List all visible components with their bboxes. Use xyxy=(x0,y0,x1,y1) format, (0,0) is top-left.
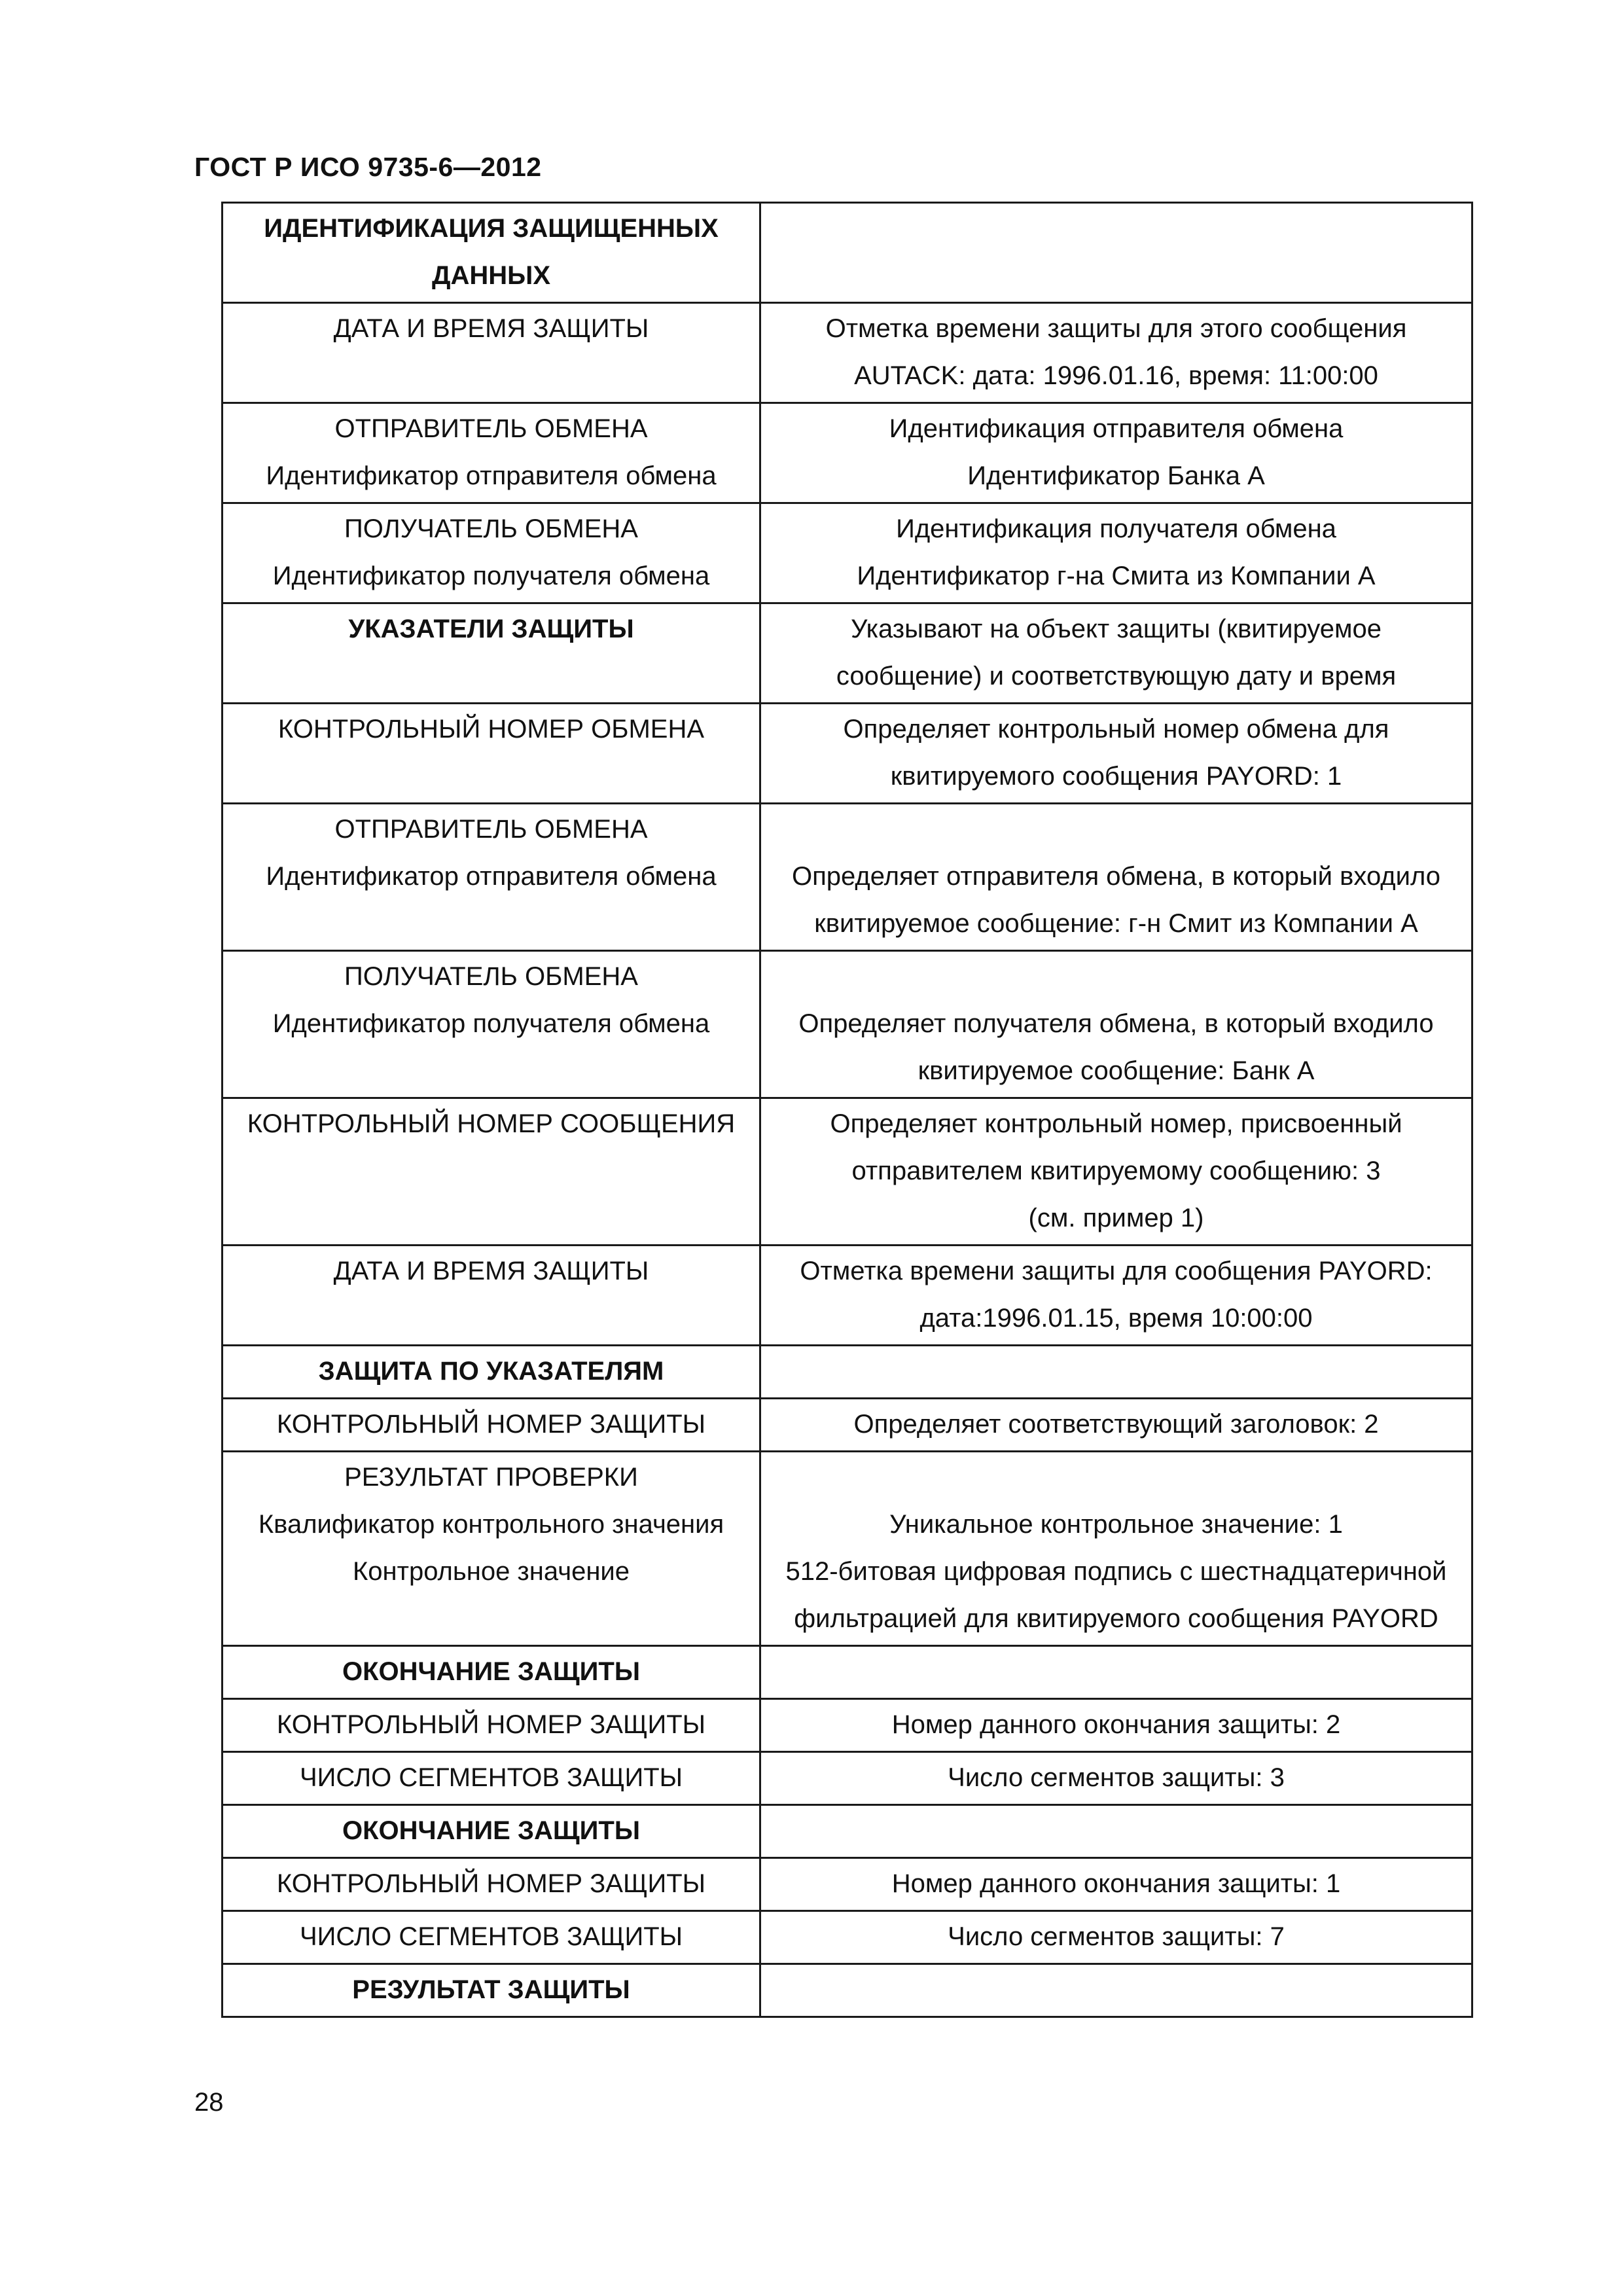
field-value-cell xyxy=(760,203,1472,303)
field-value-line: AUTACK: дата: 1996.01.16, время: 11:00:00 xyxy=(854,361,1378,390)
security-data-table xyxy=(221,202,1473,2018)
field-name-line: Идентификатор отправителя обмена xyxy=(266,461,717,490)
field-value-cell xyxy=(760,804,1472,951)
field-value-line: Указывают на объект защиты (квитируемое xyxy=(850,615,1382,643)
table-row xyxy=(223,804,1472,951)
field-name-cell xyxy=(223,704,760,804)
field-value-cell xyxy=(760,1399,1472,1452)
field-value-line: Определяет отправителя обмена, в который входило xyxy=(791,862,1441,891)
table-row xyxy=(223,1858,1472,1911)
field-value-line: Определяет соответствующий заголовок: 2 xyxy=(853,1410,1379,1439)
field-name-cell xyxy=(223,503,760,603)
field-name-line: ОТПРАВИТЕЛЬ ОБМЕНА xyxy=(334,815,648,844)
table-row xyxy=(223,1699,1472,1752)
field-value-line: квитируемое сообщение: Банк А xyxy=(918,1056,1315,1085)
field-name-cell xyxy=(223,1346,760,1399)
field-name-cell xyxy=(223,1752,760,1805)
field-value-line: фильтрацией для квитируемого сообщения PAYORD xyxy=(794,1604,1438,1633)
field-name-line: КОНТРОЛЬНЫЙ НОМЕР СООБЩЕНИЯ xyxy=(247,1109,736,1138)
field-name-cell xyxy=(223,1858,760,1911)
field-name-line: РЕЗУЛЬТАТ ЗАЩИТЫ xyxy=(352,1975,630,2004)
field-value-cell xyxy=(760,1098,1472,1246)
field-value-cell xyxy=(760,603,1472,704)
field-value-line xyxy=(766,1454,1466,1501)
field-name-cell xyxy=(223,1699,760,1752)
table-row xyxy=(223,1964,1472,2017)
field-value-line: отправителем квитируемому сообщению: 3 xyxy=(851,1157,1381,1185)
field-value-line: Идентификатор Банка А xyxy=(967,461,1265,490)
field-name-cell xyxy=(223,1098,760,1246)
field-name-line: ОКОНЧАНИЕ ЗАЩИТЫ xyxy=(342,1816,640,1845)
field-value-line: Отметка времени защиты для сообщения PAYORD: xyxy=(800,1257,1433,1285)
field-value-line: Определяет получателя обмена, в который входило xyxy=(798,1009,1434,1038)
field-value-line: Определяет контрольный номер, присвоенный xyxy=(830,1109,1402,1138)
field-name-line: ДАННЫХ xyxy=(432,261,550,290)
field-name-line: КОНТРОЛЬНЫЙ НОМЕР ЗАЩИТЫ xyxy=(276,1710,706,1739)
table-row xyxy=(223,603,1472,704)
field-name-cell xyxy=(223,403,760,503)
field-value-line: Отметка времени защиты для этого сообщения xyxy=(825,314,1407,343)
field-name-line: УКАЗАТЕЛИ ЗАЩИТЫ xyxy=(348,615,634,643)
field-value-line: Идентификация отправителя обмена xyxy=(889,414,1344,443)
field-value-cell xyxy=(760,1964,1472,2017)
field-name-line: КОНТРОЛЬНЫЙ НОМЕР ЗАЩИТЫ xyxy=(276,1410,706,1439)
field-value-line: Определяет контрольный номер обмена для xyxy=(843,715,1389,744)
field-value-line: Номер данного окончания защиты: 2 xyxy=(891,1710,1341,1739)
table-row xyxy=(223,503,1472,603)
field-name-line: КОНТРОЛЬНЫЙ НОМЕР ЗАЩИТЫ xyxy=(276,1869,706,1898)
field-value-line: Идентификатор г-на Смита из Компании А xyxy=(857,562,1376,590)
field-name-cell xyxy=(223,303,760,403)
field-value-cell xyxy=(760,503,1472,603)
table-row xyxy=(223,1911,1472,1964)
field-name-cell xyxy=(223,804,760,951)
field-value-cell xyxy=(760,951,1472,1098)
field-value-cell xyxy=(760,303,1472,403)
field-name-cell xyxy=(223,1646,760,1699)
field-value-line: 512-битовая цифровая подпись с шестнадцатеричной xyxy=(785,1557,1447,1586)
field-value-line: Уникальное контрольное значение: 1 xyxy=(889,1510,1343,1539)
field-name-cell xyxy=(223,1964,760,2017)
field-value-cell xyxy=(760,704,1472,804)
field-value-cell xyxy=(760,1752,1472,1805)
field-name-line: Идентификатор получателя обмена xyxy=(272,562,710,590)
field-value-line: Число сегментов защиты: 3 xyxy=(948,1763,1285,1792)
table-row xyxy=(223,1399,1472,1452)
field-name-line: КОНТРОЛЬНЫЙ НОМЕР ОБМЕНА xyxy=(277,715,705,744)
field-name-cell xyxy=(223,1399,760,1452)
field-value-line xyxy=(766,806,1466,853)
table-row xyxy=(223,951,1472,1098)
field-name-line: ПОЛУЧАТЕЛЬ ОБМЕНА xyxy=(344,962,638,991)
table-row xyxy=(223,704,1472,804)
field-value-line: Идентификация получателя обмена xyxy=(896,514,1336,543)
table-row xyxy=(223,1805,1472,1858)
field-name-line: ДАТА И ВРЕМЯ ЗАЩИТЫ xyxy=(333,1257,649,1285)
field-name-line: Квалификатор контрольного значения xyxy=(258,1510,724,1539)
field-name-line: ЧИСЛО СЕГМЕНТОВ ЗАЩИТЫ xyxy=(299,1763,683,1792)
field-value-line: Номер данного окончания защиты: 1 xyxy=(891,1869,1341,1898)
field-value-line: квитируемого сообщения PAYORD: 1 xyxy=(890,762,1342,791)
field-value-line: квитируемое сообщение: г-н Смит из Компании А xyxy=(814,909,1418,938)
field-value-line: дата:1996.01.15, время 10:00:00 xyxy=(919,1304,1313,1333)
table-row xyxy=(223,1098,1472,1246)
table-row xyxy=(223,1346,1472,1399)
field-name-cell xyxy=(223,203,760,303)
field-value-cell xyxy=(760,403,1472,503)
field-name-line: ЗАЩИТА ПО УКАЗАТЕЛЯМ xyxy=(318,1357,664,1386)
table-row xyxy=(223,303,1472,403)
field-value-cell xyxy=(760,1699,1472,1752)
page-number: 28 xyxy=(194,2088,224,2117)
field-name-cell xyxy=(223,1452,760,1646)
field-value-cell xyxy=(760,1346,1472,1399)
field-value-cell xyxy=(760,1452,1472,1646)
table-body xyxy=(223,203,1472,2017)
field-name-cell xyxy=(223,1246,760,1346)
field-name-line: ИДЕНТИФИКАЦИЯ ЗАЩИЩЕННЫХ xyxy=(264,214,719,243)
field-value-cell xyxy=(760,1646,1472,1699)
field-name-cell xyxy=(223,603,760,704)
table-row xyxy=(223,1246,1472,1346)
field-value-cell xyxy=(760,1805,1472,1858)
table-row xyxy=(223,203,1472,303)
field-name-line: Идентификатор отправителя обмена xyxy=(266,862,717,891)
field-name-line: ДАТА И ВРЕМЯ ЗАЩИТЫ xyxy=(333,314,649,343)
field-value-line: сообщение) и соответствующую дату и время xyxy=(836,662,1397,691)
document-header: ГОСТ Р ИСО 9735-6—2012 xyxy=(194,152,542,182)
field-name-line: ПОЛУЧАТЕЛЬ ОБМЕНА xyxy=(344,514,638,543)
field-name-cell xyxy=(223,1805,760,1858)
field-value-cell xyxy=(760,1858,1472,1911)
field-name-cell xyxy=(223,951,760,1098)
field-name-line: РЕЗУЛЬТАТ ПРОВЕРКИ xyxy=(344,1463,638,1492)
table-row xyxy=(223,1646,1472,1699)
field-name-cell xyxy=(223,1911,760,1964)
field-value-cell xyxy=(760,1246,1472,1346)
table-row xyxy=(223,403,1472,503)
field-value-line xyxy=(766,953,1466,1000)
field-name-line: ОТПРАВИТЕЛЬ ОБМЕНА xyxy=(334,414,648,443)
table-row xyxy=(223,1452,1472,1646)
field-name-line: ЧИСЛО СЕГМЕНТОВ ЗАЩИТЫ xyxy=(299,1922,683,1951)
field-value-line: Число сегментов защиты: 7 xyxy=(948,1922,1285,1951)
field-name-line: Идентификатор получателя обмена xyxy=(272,1009,710,1038)
field-name-line: Контрольное значение xyxy=(352,1557,630,1586)
field-name-line: ОКОНЧАНИЕ ЗАЩИТЫ xyxy=(342,1657,640,1686)
field-value-cell xyxy=(760,1911,1472,1964)
table-row xyxy=(223,1752,1472,1805)
field-value-line: (см. пример 1) xyxy=(1028,1204,1204,1232)
